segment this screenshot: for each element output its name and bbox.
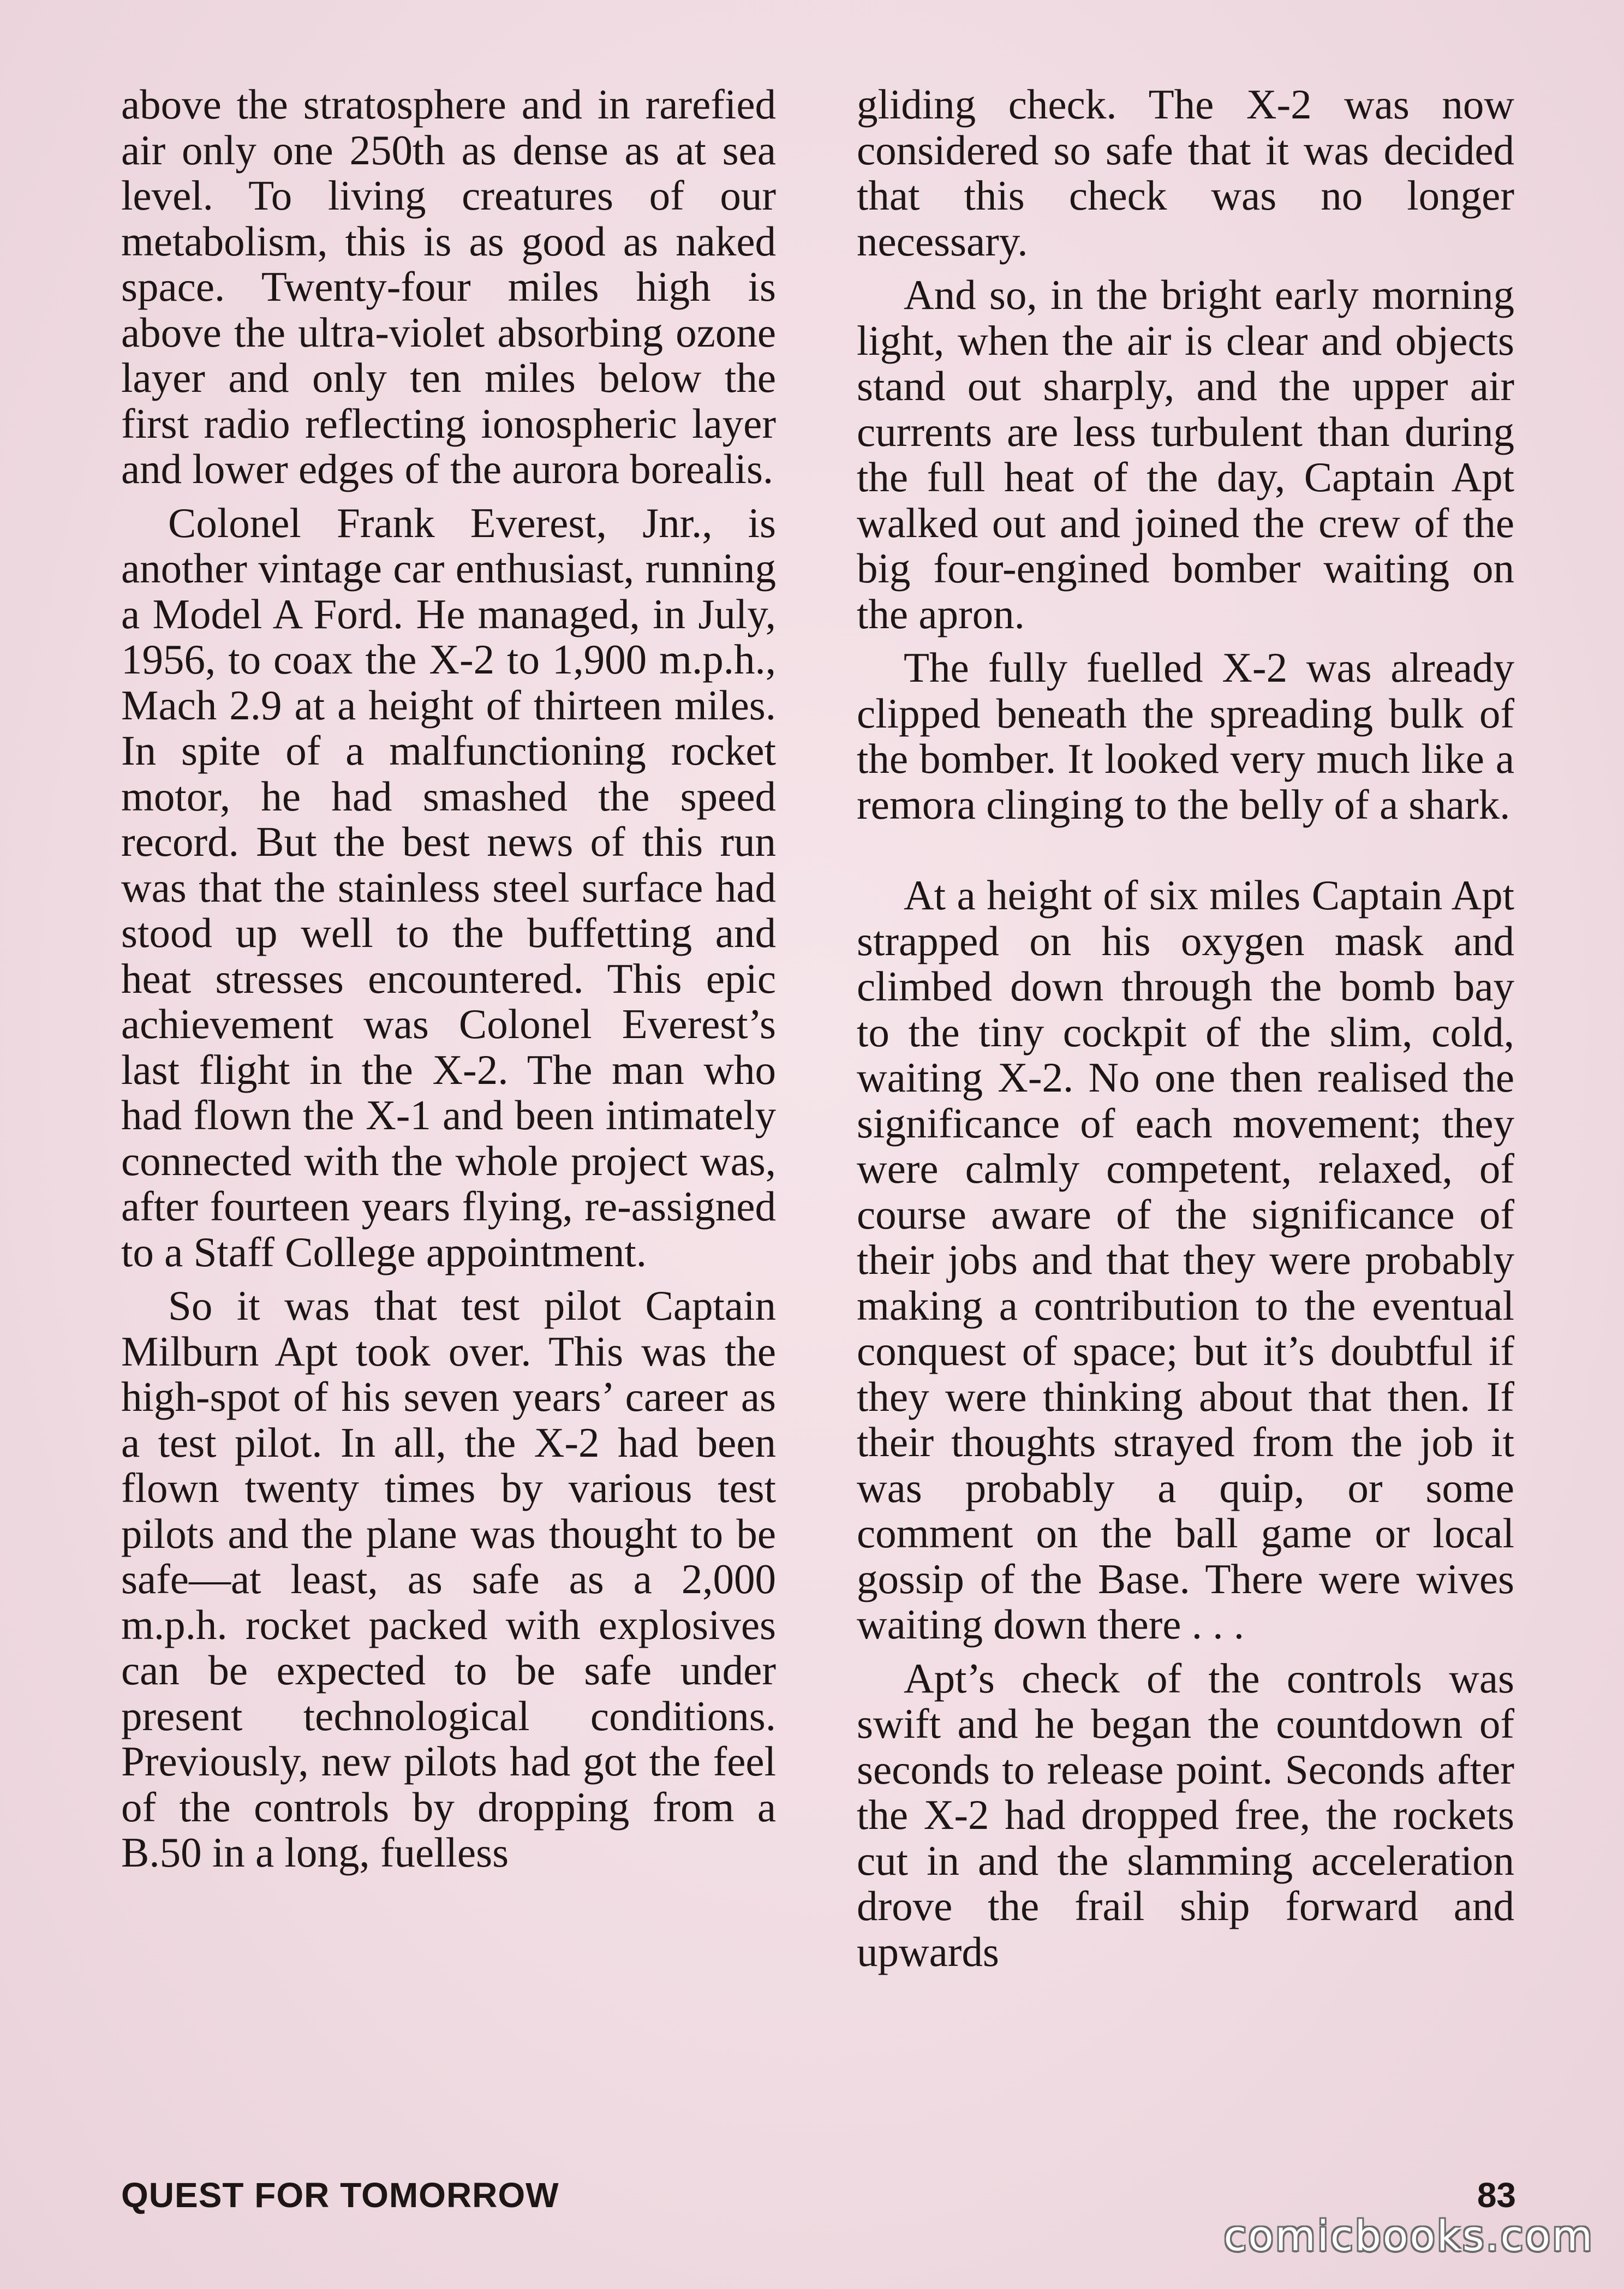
left-text-column (121, 82, 776, 1884)
page-number: 83 (1477, 2175, 1516, 2215)
paragraph: And so, in the bright early morning light, when the air is clear and objects stand out sharply, and the upper air currents are less turbulent than during the full heat of the day, Captain Apt walked out and joined the crew of the big four-engined bomber waiting on the apron. (857, 271, 1514, 637)
paragraph: So it was that test pilot Captain Milburn Apt took over. This was the high-spot of his seven years’ career as a test pilot. In all, the X-2 had been flown twenty times by various test pilots and the plane was thought to be safe—at least, as safe as a 2,000 m.p.h. rocket packed with explosives can be expected to be safe under present technological conditions. Previously, new pilots had got the feel of the controls by dropping from a B.50 in a long, fuelless (121, 1282, 776, 1876)
right-text-column (857, 82, 1514, 1983)
paragraph: gliding check. The X-2 was now considered so safe that it was decided that this check was no longer necessary. (857, 81, 1514, 265)
paragraph: Colonel Frank Everest, Jnr., is another vintage car enthusiast, running a Model A Ford. He managed, in July, 1956, to coax the X-2 to 1,900 m.p.h., Mach 2.9 at a height of thirteen miles. In spite of a malfunctioning rocket motor, he had smashed the speed record. But the best news of this run was that the stainless steel surface had stood up well to the buffetting and heat stresses encountered. This epic achievement was Colonel Everest’s last flight in the X-2. The man who had flown the X-1 and been intimately connected with the whole project was, after fourteen years flying, re-assigned to a Staff College appointment. (121, 499, 776, 1275)
paragraph: The fully fuelled X-2 was already clipped beneath the spreading bulk of the bomber. It looked very much like a remora clinging to the belly of a shark. (857, 644, 1514, 828)
watermark: comicbooks.com (1223, 2211, 1594, 2260)
paragraph: At a height of six miles Captain Apt strapped on his oxygen mask and climbed down through the bomb bay to the tiny cockpit of the slim, cold, waiting X-2. No one then realised the significance of each movement; they were calmly competent, relaxed, of course aware of the significance of their jobs and that they were probably making a contribution to the eventual conquest of space; but it’s doubtful if they were thinking about that then. If their thoughts strayed from the job it was probably a quip, or some comment on the ball game or local gossip of the Base. There were wives waiting down there . . . (857, 872, 1514, 1648)
paragraph: Apt’s check of the controls was swift and he began the countdown of seconds to release point. Seconds after the X-2 had dropped free, the rockets cut in and the slamming acceleration drove the frail ship forward and upwards (857, 1654, 1514, 1975)
running-title: QUEST FOR TOMORROW (121, 2175, 559, 2215)
paragraph: above the stratosphere and in rarefied air only one 250th as dense as at sea level. To living creatures of our metabolism, this is as good as naked space. Twenty-four miles high is above the ultra-violet absorbing ozone layer and only ten miles below the first radio reflecting ionospheric layer and lower edges of the aurora borealis. (121, 81, 776, 492)
